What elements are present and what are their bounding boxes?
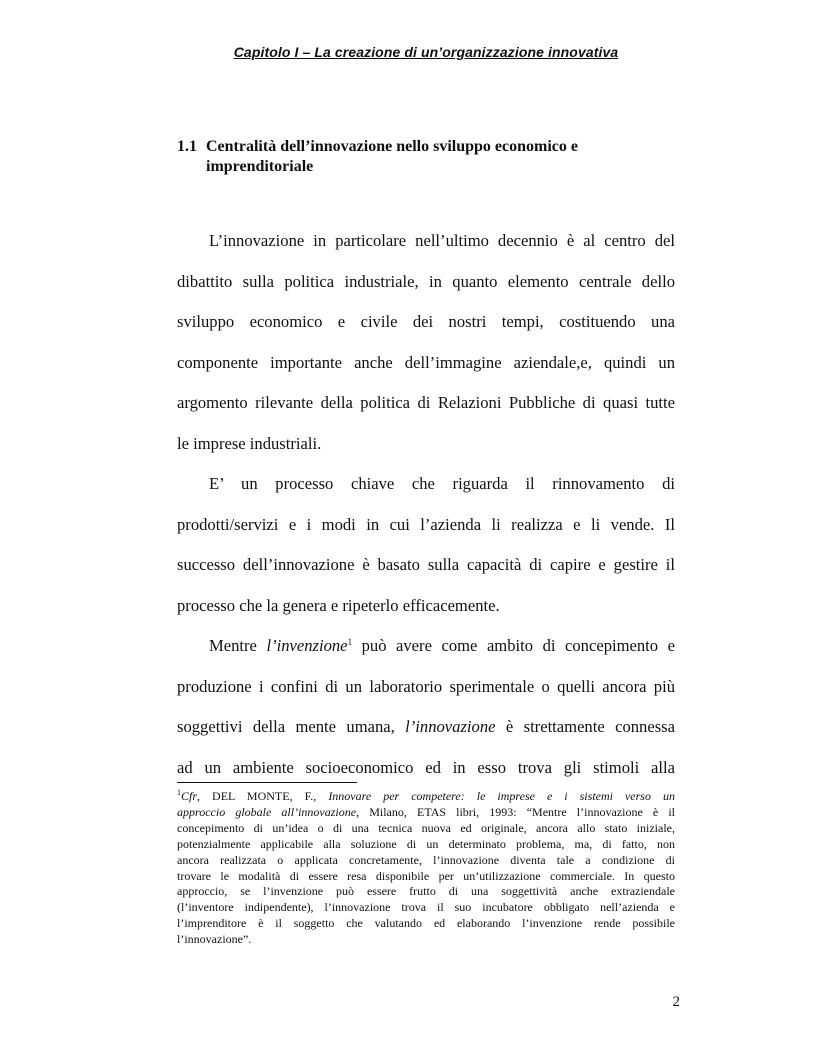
text-run: soggettivi della mente umana, <box>177 717 406 736</box>
paragraph-3 <box>177 626 675 788</box>
section-number: 1.1 <box>177 138 197 155</box>
footnote-line: (l’inventore indipendente), l’innovazione trova il suo incubatore obbligato nell’azienda e <box>177 900 675 915</box>
text-line: argomento rilevante della politica di Relazioni Pubbliche di quasi tutte <box>177 393 675 412</box>
text-line: prodotti/servizi e i modi in cui l’azienda li realizza e li vende. Il <box>177 514 675 534</box>
footnote-marker: 1 <box>177 788 181 797</box>
text-line: processo che la genera e ripeterlo efficacemente. <box>177 595 500 615</box>
section-heading <box>177 137 677 177</box>
text-line: ad un ambiente socioeconomico ed in esso trova gli stimoli alla <box>177 757 675 777</box>
paragraph-1 <box>177 221 675 464</box>
text-line: E’ un processo chiave che riguarda il rinnovamento di <box>209 474 675 493</box>
footnote-line: ancora realizzata o applicata concretamente, l’innovazione diventa tale a condizione di <box>177 852 675 867</box>
text-line: dibattito sulla politica industriale, in quanto elemento centrale dello <box>177 271 675 291</box>
footnote <box>177 789 675 948</box>
term-invenzione: l’invenzione <box>266 636 348 655</box>
footnote-line: l’innovazione”. <box>177 932 252 947</box>
term-innovazione: l’innovazione <box>405 717 496 736</box>
running-header: Capitolo I – La creazione di un’organizzazione innovativa <box>233 44 619 60</box>
text-run: può avere come ambito di concepimento e <box>352 636 675 655</box>
text-line: L’innovazione in particolare nell’ultimo decennio è al centro del <box>209 231 675 250</box>
section-title-line1: Centralità dell’innovazione nello sviluppo economico e <box>206 138 578 155</box>
footnote-book-title: Innovare per competere: le imprese e i sistemi verso un <box>328 789 675 803</box>
text-line: produzione i confini di un laboratorio sperimentale o quelli ancora più <box>177 676 675 696</box>
footnote-line: concepimento di un’idea o di una tecnica nuova ed originale, ancora allo stato iniziale, <box>177 820 675 835</box>
paragraph-2 <box>177 464 675 626</box>
footnote-line <box>177 789 675 805</box>
text-line: componente importante anche dell’immagine aziendale,e, quindi un <box>177 352 675 372</box>
page-number: 2 <box>672 994 680 1010</box>
text-line <box>177 626 675 667</box>
text-run: è strettamente connessa <box>495 717 675 736</box>
footnote-cfr: Cfr <box>181 789 198 803</box>
text-run: Mentre <box>209 636 267 655</box>
text-line <box>177 707 675 748</box>
footnote-author: , DEL MONTE, F., <box>197 789 329 803</box>
footnote-publisher: , Milano, ETAS libri, 1993: “Mentre l’innovazione è il <box>356 804 676 819</box>
footnote-line: trovare le modalità di essere resa disponibile per un’utilizzazione commerciale. In questo <box>177 868 675 883</box>
footnote-book-title: approccio globale all’innovazione <box>177 804 357 819</box>
footnote-line: l’imprenditore è il soggetto che valutando ed elaborando l’invenzione rende possibile <box>177 916 675 931</box>
footnote-line: potenzialmente applicabile alla soluzione di un determinato problema, ma, di fatto, non <box>177 836 675 851</box>
section-title-line2: imprenditoriale <box>206 158 314 175</box>
footnote-reference: 1 <box>347 637 353 647</box>
footnote-line: approccio, se l’invenzione può essere frutto di una soggettività anche extraziendale <box>177 884 675 899</box>
text-line: le imprese industriali. <box>177 433 322 453</box>
footnote-separator <box>177 782 357 783</box>
text-line: sviluppo economico e civile dei nostri tempi, costituendo una <box>177 312 675 331</box>
footnote-line <box>177 805 675 821</box>
body-text <box>177 221 675 788</box>
text-line: successo dell’innovazione è basato sulla capacità di capire e gestire il <box>177 555 675 574</box>
